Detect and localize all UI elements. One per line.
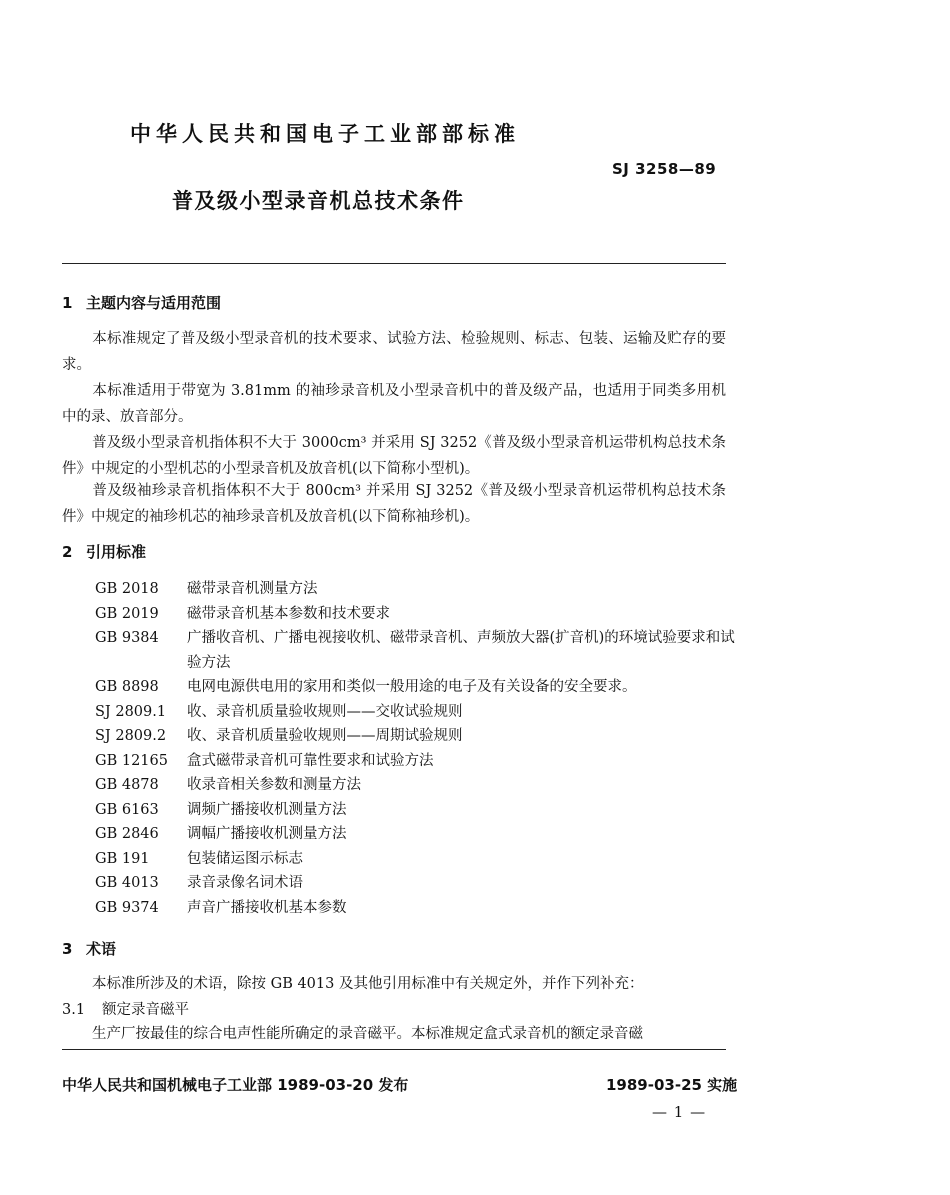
reference-list bbox=[95, 577, 735, 920]
ref-code: GB 2846 bbox=[95, 826, 159, 842]
section-title: 主题内容与适用范围 bbox=[86, 294, 222, 312]
list-item bbox=[95, 602, 735, 627]
ref-code: SJ 2809.1 bbox=[95, 703, 167, 720]
list-item bbox=[95, 626, 735, 675]
standard-code: SJ 3258—89 bbox=[612, 160, 717, 178]
ref-title: 声音广播接收机基本参数 bbox=[187, 899, 347, 916]
ref-code: SJ 2809.2 bbox=[95, 728, 167, 744]
paragraph: 普及级小型录音机指体积不大于 3000cm³ 并采用 SJ 3252《普及级小型录音机运带机构总技术条件》中规定的小型机芯的小型录音机及放音机(以下简称小型机)。 bbox=[62, 435, 726, 477]
list-item bbox=[95, 822, 735, 847]
ref-code: GB 12165 bbox=[95, 752, 168, 769]
ref-title: 收、录音机质量验收规则——周期试验规则 bbox=[187, 728, 463, 744]
ref-code: GB 2018 bbox=[95, 581, 159, 597]
list-item bbox=[95, 773, 735, 798]
ref-title: 盒式磁带录音机可靠性要求和试验方法 bbox=[187, 752, 434, 769]
list-item bbox=[95, 724, 735, 749]
footer-rule bbox=[62, 1049, 726, 1050]
list-item bbox=[95, 847, 735, 872]
list-item bbox=[95, 798, 735, 823]
ref-title: 包装储运图示标志 bbox=[187, 850, 303, 867]
ref-code: GB 6163 bbox=[95, 801, 159, 818]
page-number: — 1 — bbox=[652, 1103, 707, 1121]
ref-title: 调频广播接收机测量方法 bbox=[187, 801, 347, 818]
list-item bbox=[95, 749, 735, 774]
effective-date: 1989-03-25 实施 bbox=[606, 1076, 738, 1094]
section-2-heading bbox=[62, 541, 146, 562]
ref-title: 磁带录音机基本参数和技术要求 bbox=[187, 605, 390, 622]
ref-code: GB 4878 bbox=[95, 777, 159, 793]
list-item bbox=[95, 675, 735, 700]
ref-code: GB 9374 bbox=[95, 899, 159, 916]
paragraph: 普及级袖珍录音机指体积不大于 800cm³ 并采用 SJ 3252《普及级小型录音机运带机构总技术条件》中规定的袖珍机芯的袖珍录音机及放音机(以下简称袖珍机)。 bbox=[62, 483, 726, 525]
section-title: 引用标准 bbox=[86, 543, 147, 561]
list-item bbox=[95, 700, 735, 725]
ref-code: GB 4013 bbox=[95, 875, 159, 891]
section-number: 1 bbox=[62, 294, 73, 312]
document-title: 普及级小型录音机总技术条件 bbox=[172, 189, 465, 213]
ref-code: GB 8898 bbox=[95, 679, 159, 695]
ref-code: GB 2019 bbox=[95, 605, 159, 622]
ref-title: 广播收音机、广播电视接收机、磁带录音机、声频放大器(扩音机)的环境试验要求和试验方法 bbox=[187, 630, 735, 671]
list-item bbox=[95, 871, 735, 896]
ref-title: 收、录音机质量验收规则——交收试验规则 bbox=[187, 703, 463, 720]
list-item bbox=[95, 896, 735, 921]
ref-title: 电网电源供电用的家用和类似一般用途的电子及有关设备的安全要求。 bbox=[187, 679, 637, 695]
section-1-heading bbox=[62, 292, 221, 313]
subsection-3-1-heading bbox=[62, 998, 189, 1019]
ref-title: 录音录像名词术语 bbox=[187, 875, 303, 891]
ref-title: 收录音相关参数和测量方法 bbox=[187, 777, 361, 793]
paragraph: 本标准适用于带宽为 3.81mm 的袖珍录音机及小型录音机中的普及级产品，也适用于同类多用机中的录、放音部分。 bbox=[62, 383, 726, 425]
list-item bbox=[95, 577, 735, 602]
paragraph: 本标准规定了普及级小型录音机的技术要求、试验方法、检验规则、标志、包装、运输及贮存的要求。 bbox=[62, 331, 726, 373]
ref-title: 磁带录音机测量方法 bbox=[187, 581, 318, 597]
ref-code: GB 9384 bbox=[95, 630, 159, 646]
issue-date: 中华人民共和国机械电子工业部 1989-03-20 发布 bbox=[62, 1076, 409, 1094]
ref-title: 调幅广播接收机测量方法 bbox=[187, 826, 347, 842]
ministry-header: 中华人民共和国电子工业部部标准 bbox=[130, 122, 520, 146]
subsection-number: 3.1 bbox=[62, 1002, 86, 1018]
section-3-heading bbox=[62, 938, 116, 959]
section-number: 3 bbox=[62, 940, 73, 958]
section-number: 2 bbox=[62, 543, 73, 561]
header-rule bbox=[62, 263, 726, 264]
subsection-title: 额定录音磁平 bbox=[102, 1002, 189, 1018]
paragraph: 生产厂按最佳的综合电声性能所确定的录音磁平。本标准规定盒式录音机的额定录音磁 bbox=[92, 1026, 643, 1042]
section-title: 术语 bbox=[86, 940, 117, 958]
ref-code: GB 191 bbox=[95, 850, 150, 867]
paragraph: 本标准所涉及的术语，除按 GB 4013 及其他引用标准中有关规定外，并作下列补充： bbox=[92, 976, 644, 992]
